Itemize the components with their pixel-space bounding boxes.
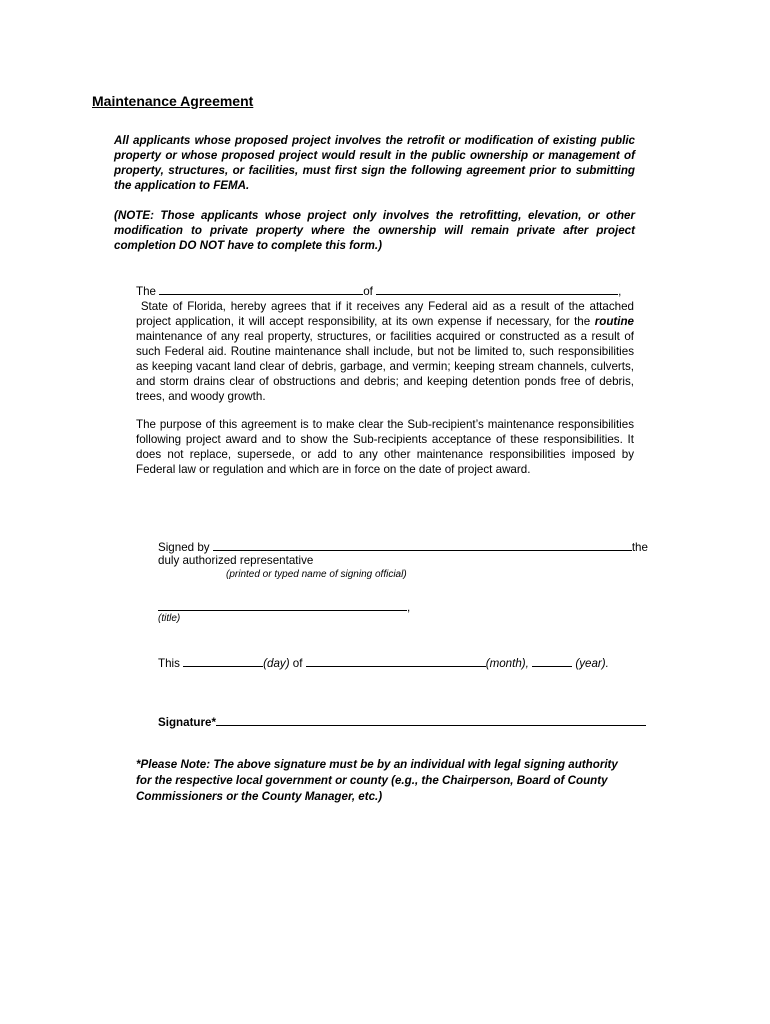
document-title: Maintenance Agreement (92, 93, 254, 109)
signature-field[interactable] (216, 714, 646, 726)
year-field[interactable] (532, 655, 572, 667)
of-date-label: of (292, 657, 303, 670)
signed-by-line (158, 539, 648, 554)
title-comma: , (407, 601, 411, 614)
signature-line (158, 714, 646, 729)
signing-official-name-field[interactable] (213, 539, 632, 551)
signed-by-the: the (631, 541, 648, 554)
day-label: (day) (263, 657, 290, 670)
the-label: The (136, 285, 156, 298)
purpose-paragraph: The purpose of this agreement is to make clear the Sub-recipient’s maintenance responsibilities following project award and to show the Sub-recipients acceptance of these responsibilities. It does not replace, supersede, or add to any other maintenance responsibilities imposed by Federal law or regulation and which are in force on the date of project award. (136, 418, 634, 476)
title-hint: (title) (158, 613, 181, 624)
comma: , (618, 285, 622, 298)
day-field[interactable] (183, 655, 263, 667)
date-line (158, 655, 609, 670)
of-label: of (363, 285, 373, 298)
this-label: This (158, 657, 180, 670)
month-field[interactable] (306, 655, 486, 667)
routine-emphasis: routine (594, 315, 635, 328)
month-label: (month), (485, 657, 529, 670)
year-label: (year). (575, 657, 609, 670)
county-name-blank[interactable] (376, 283, 618, 295)
note-paragraph: (NOTE: Those applicants whose project only involves the retrofitting, elevation, or other modification to private property where the ownership will remain private after project completion DO NOT have to complete this form.) (114, 209, 635, 252)
title-field[interactable] (158, 599, 407, 611)
signature-label: Signature* (158, 716, 216, 729)
signed-by-label: Signed by (158, 541, 210, 554)
agreement-text-b: maintenance of any real property, structures, or facilities acquired or constructed as a result of such Federal aid. Routine maintenance shall include, but not be limited to, such responsibilities as keeping vacant land clear of debris, garbage, and vermin; keeping stream channels, culverts, and storm drains clear of obstructions and debris; and keeping detention ponds free of debris, trees, and woody growth. (136, 330, 634, 403)
duly-authorized-text: duly authorized representative (158, 554, 314, 567)
signature-footnote: *Please Note: The above signature must be by an individual with legal signing authority for the respective local government or county (e.g., the Chairperson, Board of County Commissioners or the County Manager, etc.) (136, 758, 618, 803)
intro-paragraph: All applicants whose proposed project involves the retrofit or modification of existing public property or whose proposed project would result in the public ownership or management of property, structures, or facilities, must first sign the following agreement prior to submitting the application to FEMA. (114, 134, 635, 192)
signing-official-hint: (printed or typed name of signing official) (226, 569, 407, 580)
entity-name-blank[interactable] (159, 283, 363, 295)
title-line (158, 599, 410, 614)
agreement-text-a: State of Florida, hereby agrees that if it receives any Federal aid as a result of the attached project application, it will accept responsibility, at its own expense if necessary, for the (136, 300, 634, 328)
agreement-paragraph (136, 283, 634, 404)
